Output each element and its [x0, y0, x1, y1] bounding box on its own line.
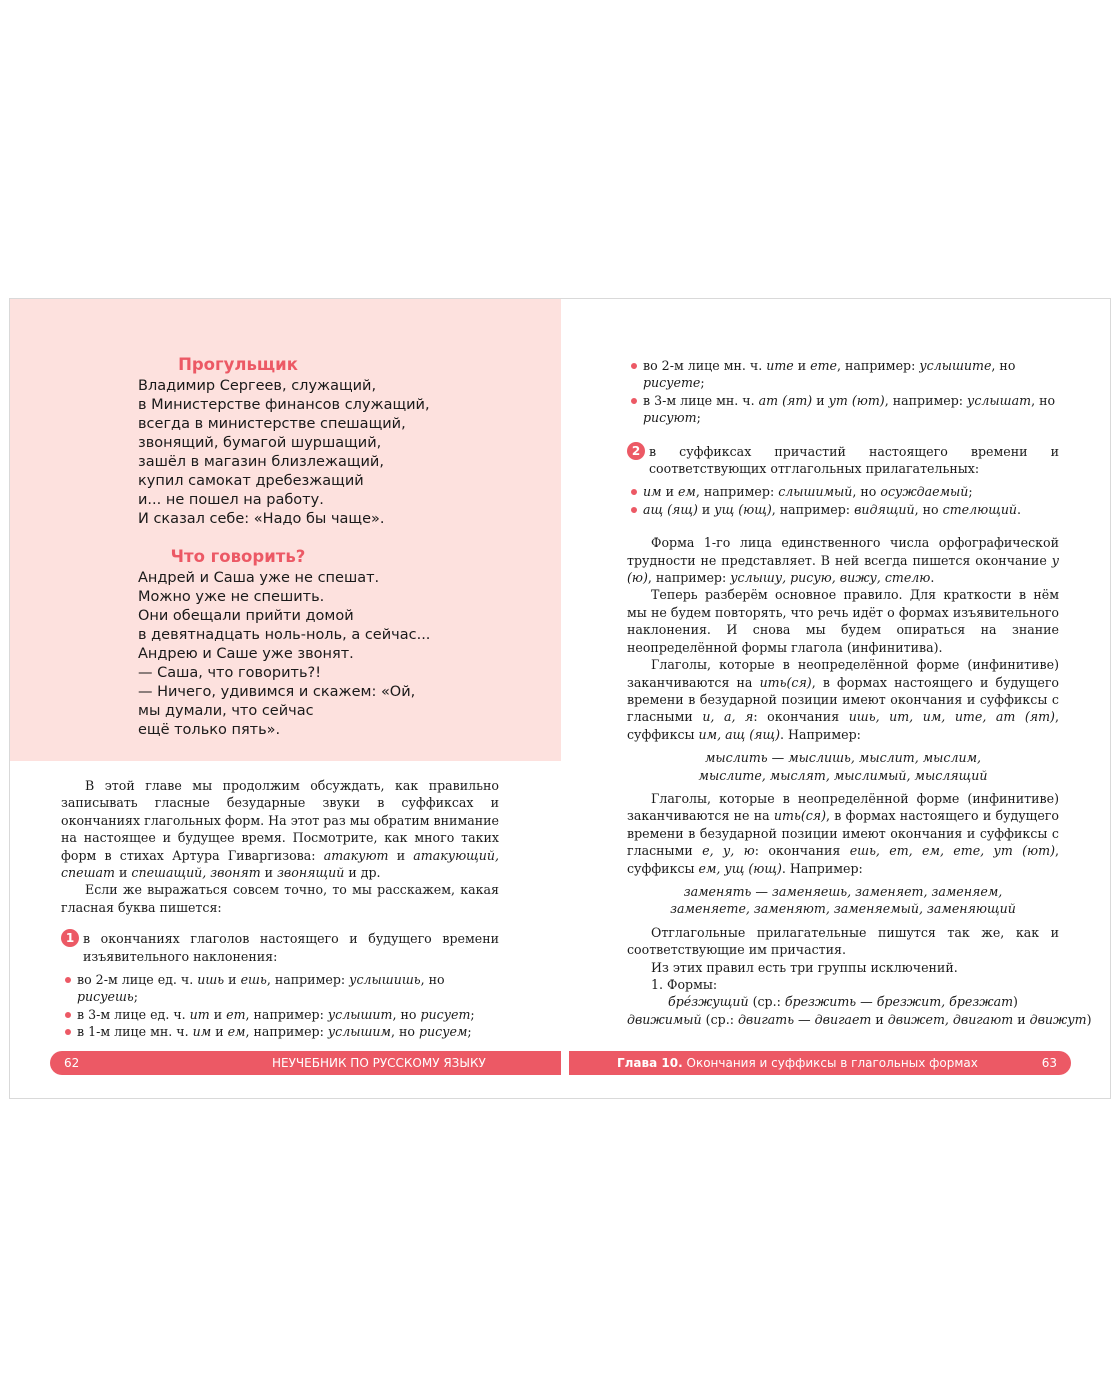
chapter-label: Глава 10. [617, 1056, 683, 1070]
poem-line: — Ничего, удивимся и скажем: «Ой, [138, 684, 416, 700]
poem-chto-govorit [138, 547, 438, 740]
example-line: мыслить — мыслишь, мыслит, мыслим, [704, 750, 982, 766]
poem-line: и... не пошел на работу. [138, 492, 324, 508]
chapter-heading [617, 1051, 978, 1075]
intro-paragraph-2: Если же выражаться совсем точно, то мы расскажем, какая гласная буква пишется: [61, 882, 499, 915]
example-line: мыслите, мыслят, мыслимый, мыслящий [698, 767, 988, 783]
bullet-item: во 2-м лице ед. ч. ишь и ешь, например: услышишь, но рисуешь; [61, 971, 499, 1006]
bullet-item: им и ем, например: слышимый, но осуждаемый; [627, 483, 1059, 500]
paragraph-exceptions: Из этих правил есть три группы исключений. [651, 959, 958, 975]
poem-line: зашёл в магазин близлежащий, [138, 454, 384, 470]
book-spread [9, 298, 1111, 1099]
rule-1-continued [627, 357, 1059, 427]
rule-1-bullets [61, 971, 499, 1041]
intro-paragraph: В этой главе мы продолжим обсуждать, как правильно записывать гласные безударные звуки в суффиксах и окончаниях глагольных форм. На этот раз мы обратим внимание на настоящее и будущее время. Посмотрите, как много таких форм в стихах Артура Гиваргизова: атакуют и атакующий, спешат и спешащий, звонят и звонящий и др. [61, 778, 499, 881]
forms-line: движимый (ср.: двигать — двигает и движет, двигают и движут) [627, 1011, 1092, 1027]
bullet-item: во 2-м лице мн. ч. ите и ете, например: услышите, но рисуете; [627, 357, 1059, 392]
paragraph-form1: Форма 1-го лица единственного числа орфографической трудности не представляет. В ней всегда пишется окончание у (ю), например: услышу, рисую, вижу, стелю. [627, 535, 1059, 586]
bullet-item: в 1-м лице мн. ч. им и ем, например: услышим, но рисуем; [61, 1023, 499, 1040]
number-badge: 1 [61, 929, 79, 947]
paragraph-group2: Глаголы, которые в неопределённой форме (инфинитиве) заканчиваются не на ить(ся), в формах настоящего и будущего времени в безударной позиции имеют окончания и суффиксы с гласными е, у, ю: окончания ешь, ет, ем, ете, ут (ют), суффиксы ем, ущ (ющ). Например: [627, 790, 1060, 876]
example-block-2 [627, 883, 1059, 918]
rule-2-bullets [627, 483, 1059, 518]
bullet-item: в 3-м лице мн. ч. ат (ят) и ут (ют), например: услышат, но рисуют; [627, 392, 1059, 427]
poem-line: в девятнадцать ноль-ноль, а сейчас... [138, 627, 431, 643]
paragraph-group1: Глаголы, которые в неопределённой форме (инфинитиве) заканчиваются на ить(ся), в формах настоящего и будущего времени в безударной позиции имеют окончания и суффиксы с гласными и, а, я: окончания ишь, ит, им, ите, ат (ят), суффиксы им, ащ (ящ). Например: [627, 657, 1060, 742]
paragraph-forms: 1. Формы: [651, 977, 718, 992]
poem-line: Они обещали прийти домой [138, 608, 354, 624]
poem-prогульщик [138, 355, 428, 529]
example-line: заменяете, заменяют, заменяемый, заменяющий [670, 901, 1016, 917]
example-line: заменять — заменяешь, заменяет, заменяем, [683, 883, 1003, 899]
poem-line: ещё только пять». [138, 722, 281, 738]
forms-line: брéзжущий (ср.: брезжить — брезжит, брезжат) [668, 994, 1018, 1010]
bullet-item: ащ (ящ) и ущ (ющ), например: видящий, но стелющий. [627, 501, 1059, 518]
number-badge: 2 [627, 442, 645, 460]
poem-line: купил самокат дребезжащий [138, 473, 364, 489]
bullet-item: в 3-м лице ед. ч. ит и ет, например: услышит, но рисует; [61, 1006, 499, 1023]
rule-2 [627, 443, 1059, 478]
poem-title: Что говорить? [170, 547, 306, 566]
footer-divider [561, 1051, 569, 1075]
page-number-left: 62 [64, 1056, 80, 1070]
running-title: НЕУЧЕБНИК ПО РУССКОМУ ЯЗЫКУ [272, 1056, 486, 1070]
right-column [627, 357, 1092, 1028]
footer-bar [50, 1051, 1071, 1075]
poem-line: Андрей и Саша уже не спешат. [138, 570, 380, 586]
example-block-1 [627, 749, 1059, 784]
chapter-title: Окончания и суффиксы в глагольных формах [686, 1056, 978, 1070]
page-number-right: 63 [1041, 1056, 1057, 1070]
rule-text: в окончаниях глаголов настоящего и будущего времени изъявительного наклонения: [83, 931, 499, 964]
left-column [61, 777, 499, 1041]
poem-line: И сказал себе: «Надо бы чаще». [138, 511, 385, 527]
poem-title: Прогульщик [178, 355, 298, 374]
poem-line: всегда в министерстве спешащий, [138, 416, 406, 432]
poem-line: мы думали, что сейчас [138, 703, 314, 719]
poem-line: в Министерстве финансов служащий, [138, 397, 430, 413]
poem-line: звонящий, бумагой шуршащий, [138, 435, 382, 451]
rule-1 [61, 930, 499, 965]
poem-line: — Саша, что говорить?! [138, 665, 322, 681]
poem-line: Андрею и Саше уже звонят. [138, 646, 354, 662]
poem-line: Владимир Сергеев, служащий, [138, 378, 377, 394]
poem-line: Можно уже не спешить. [138, 589, 325, 605]
rule-text: в суффиксах причастий настоящего времени и соответствующих отглагольных прилагательных: [649, 443, 1059, 477]
paragraph-adjectives: Отглагольные прилагательные пишутся так же, как и соответствующие им причастия. [627, 924, 1059, 958]
paragraph-rule: Теперь разберём основное правило. Для краткости в нём мы не будем повторять, что речь идёт о формах изъявительного наклонения. И снова мы будем опираться на знание неопределённой формы глагола (инфинитива). [627, 587, 1059, 655]
